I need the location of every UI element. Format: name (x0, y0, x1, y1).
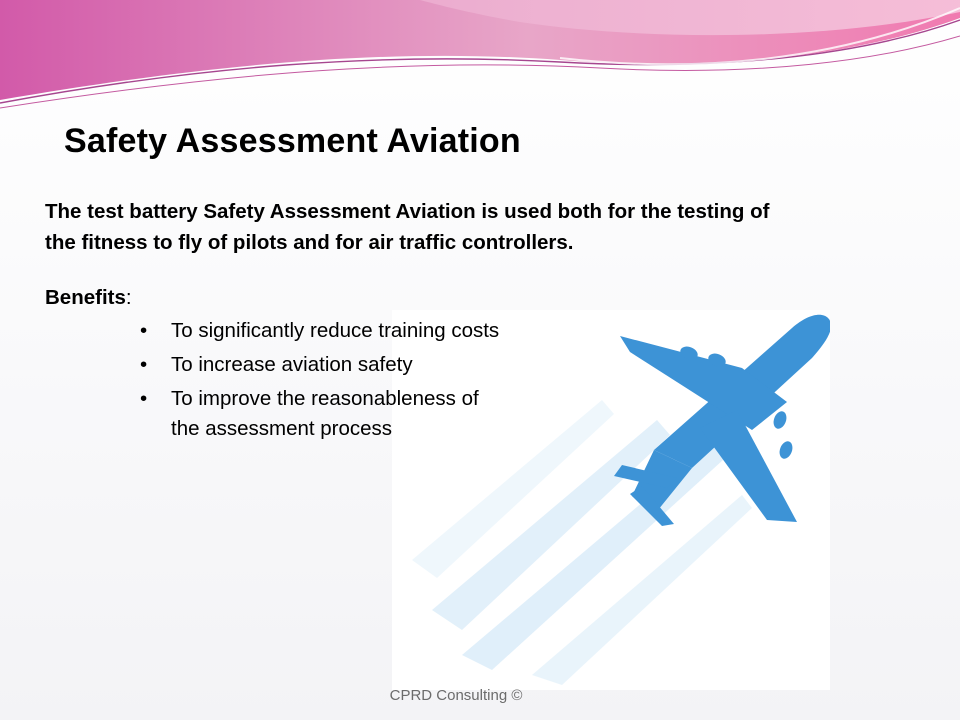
header-wave-decoration (0, 0, 960, 120)
intro-paragraph: The test battery Safety Assessment Aviation is used both for the testing of the fitness to fly of pilots and for air traffic controllers. (45, 200, 770, 254)
slide-title: Safety Assessment Aviation (64, 122, 521, 160)
list-item (140, 316, 600, 346)
bullet: • (140, 387, 148, 410)
benefits-heading (45, 284, 132, 312)
bullet: • (140, 319, 148, 342)
benefit-text: To significantly reduce training costs (171, 319, 500, 342)
benefits-list (140, 316, 600, 448)
benefits-label: Benefits (45, 286, 126, 309)
benefits-colon: : (125, 286, 132, 309)
benefit-text: To increase aviation safety (171, 353, 413, 376)
list-item (140, 384, 600, 444)
benefit-text: To improve the reasonableness of the assessment process (171, 387, 479, 440)
footer-copyright: CPRD Consulting © (389, 687, 523, 704)
bullet: • (140, 353, 148, 376)
list-item (140, 350, 600, 380)
